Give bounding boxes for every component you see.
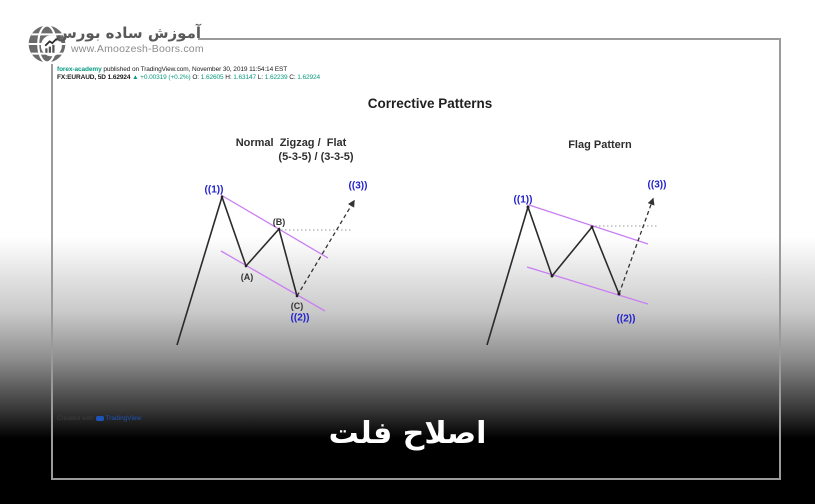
left-pattern-subtitle: (5-3-5) / (3-3-5) <box>278 151 354 163</box>
open-value: 1.62605 <box>200 74 224 81</box>
wave-label-a: (A) <box>240 272 254 282</box>
watermark-prefix: Created with <box>57 415 94 422</box>
wave-label-1-left: ((1)) <box>204 184 224 196</box>
wave-label-2-right: ((2)) <box>616 313 636 325</box>
price-change: ▲ +0.00319 (+0.2%) <box>132 74 191 81</box>
pivot-dot <box>245 265 248 268</box>
watermark-brand: TradingView <box>105 415 142 422</box>
lower-trendline-right <box>527 267 648 304</box>
wave-label-c: (C) <box>290 301 304 311</box>
projection-arrow-right <box>619 199 653 294</box>
pivot-dot <box>527 206 530 209</box>
left-pattern-title: Normal Zigzag / Flat <box>235 137 347 149</box>
close-value: 1.62924 <box>297 74 321 81</box>
pivot-dot <box>551 275 554 278</box>
pivot-dot <box>618 293 621 296</box>
pivot-dot <box>221 196 224 199</box>
symbol-price: FX:EURAUD, 5D 1.62924 <box>57 74 131 81</box>
wave-label-b: (B) <box>272 217 286 227</box>
publisher-link[interactable]: forex-academy <box>57 66 102 73</box>
upper-trendline-right <box>529 205 648 244</box>
projection-arrow-left <box>297 201 354 296</box>
lower-trendline-left <box>221 251 325 311</box>
logo-url: www.Amoozesh-Boors.com <box>71 43 204 55</box>
zigzag-flat-diagram <box>177 195 354 345</box>
pivot-dot <box>591 226 594 229</box>
close-label: C: <box>289 74 296 81</box>
pivot-dot <box>278 228 281 231</box>
open-label: O: <box>192 74 199 81</box>
page-title: Corrective Patterns <box>367 96 493 111</box>
wave-label-3-left: ((3)) <box>348 180 368 192</box>
wave-label-3-right: ((3)) <box>647 179 667 191</box>
wave-label-2-left: ((2)) <box>290 312 310 324</box>
high-value: 1.63147 <box>233 74 257 81</box>
caption-title: اصلاح فلت <box>328 416 487 451</box>
pivot-dot <box>296 295 299 298</box>
low-label: L: <box>257 74 264 81</box>
high-label: H: <box>225 74 232 81</box>
logo-title: آموزش ساده بورس <box>56 24 201 42</box>
wave-label-1-right: ((1)) <box>513 194 533 206</box>
low-value: 1.62239 <box>264 74 288 81</box>
published-info: published on TradingView.com, November 30, 2019 11:54:14 EST <box>103 66 288 73</box>
right-pattern-title: Flag Pattern <box>568 139 632 151</box>
